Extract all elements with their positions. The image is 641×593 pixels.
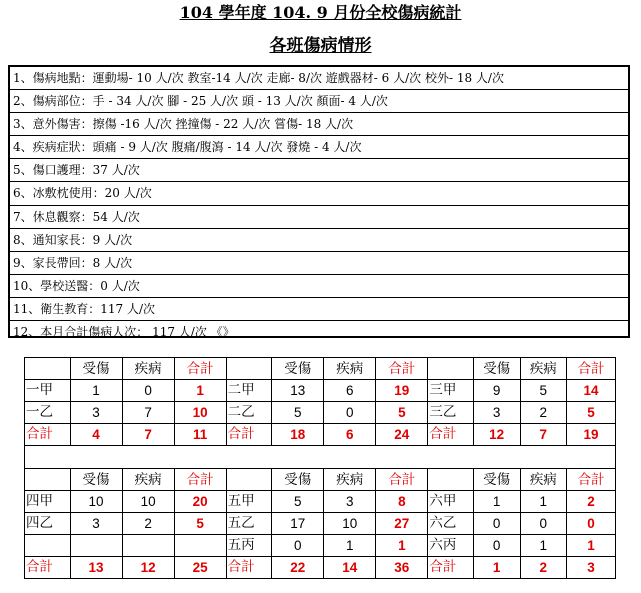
- stat-cell: 5: [520, 380, 567, 402]
- stat-cell: 3: [70, 402, 122, 424]
- class-label: [25, 535, 71, 557]
- stat-cell: 8: [376, 491, 428, 513]
- stat-cell: 5: [272, 402, 324, 424]
- summary-line: 6、冰敷枕使用：20 人/次: [10, 182, 628, 205]
- class-label: 一乙: [25, 402, 71, 424]
- stat-cell: 合計: [376, 469, 428, 491]
- class-label: [226, 358, 272, 380]
- table-row: [25, 469, 616, 491]
- class-label: [25, 358, 71, 380]
- class-label: 六丙: [428, 535, 474, 557]
- table-gap-row: [25, 446, 616, 469]
- stat-cell: 2: [122, 513, 174, 535]
- class-label: 合計: [226, 424, 272, 446]
- stat-cell: 0: [272, 535, 324, 557]
- stat-cell: 1: [520, 535, 567, 557]
- class-label: [226, 469, 272, 491]
- stat-cell: 疾病: [520, 358, 567, 380]
- stat-cell: 13: [70, 557, 122, 579]
- stat-cell: 10: [70, 491, 122, 513]
- summary-box: [8, 65, 630, 338]
- class-label: 二甲: [226, 380, 272, 402]
- stat-cell: 4: [70, 424, 122, 446]
- class-label: [25, 469, 71, 491]
- stat-cell: 0: [567, 513, 616, 535]
- stat-cell: 合計: [174, 358, 226, 380]
- stat-cell: 合計: [567, 358, 616, 380]
- stat-cell: 9: [473, 380, 520, 402]
- stat-cell: 36: [376, 557, 428, 579]
- stat-cell: 10: [122, 491, 174, 513]
- class-label: 二乙: [226, 402, 272, 424]
- table-row: [25, 402, 616, 424]
- summary-line: 4、疾病症狀：頭痛 - 9 人/次 腹痛/腹瀉 - 14 人/次 發燒 - 4 人/次: [10, 136, 628, 159]
- class-label: 四乙: [25, 513, 71, 535]
- summary-line: 8、通知家長：9 人/次: [10, 229, 628, 252]
- stat-cell: 7: [520, 424, 567, 446]
- stat-cell: 合計: [567, 469, 616, 491]
- stat-cell: 3: [70, 513, 122, 535]
- stat-cell: 受傷: [70, 358, 122, 380]
- table-row: [25, 557, 616, 579]
- stat-cell: 2: [567, 491, 616, 513]
- summary-line: 11、衛生教育：117 人/次: [10, 298, 628, 321]
- stat-cell: 17: [272, 513, 324, 535]
- stat-cell: 19: [376, 380, 428, 402]
- stat-cell: 7: [122, 402, 174, 424]
- table-row: [25, 424, 616, 446]
- class-label: 三乙: [428, 402, 474, 424]
- stat-cell: 1: [324, 535, 376, 557]
- stat-cell: 受傷: [272, 358, 324, 380]
- class-label: 合計: [25, 557, 71, 579]
- gap-cell: [25, 446, 616, 469]
- summary-line: 3、意外傷害：擦傷 -16 人/次 挫撞傷 - 22 人/次 嘗傷- 18 人/次: [10, 113, 628, 136]
- summary-line: 7、休息觀察：54 人/次: [10, 206, 628, 229]
- class-label: 四甲: [25, 491, 71, 513]
- stat-cell: 22: [272, 557, 324, 579]
- class-label: [428, 358, 474, 380]
- table-row: [25, 380, 616, 402]
- summary-line: 1、傷病地點：運動場- 10 人/次 教室-14 人/次 走廊- 8/次 遊戲器材- 6 人/次 校外- 18 人/次: [10, 67, 628, 90]
- stat-cell: 疾病: [324, 469, 376, 491]
- stat-cell: 1: [70, 380, 122, 402]
- stat-cell: 合計: [376, 358, 428, 380]
- stat-cell: 合計: [174, 469, 226, 491]
- stat-cell: 11: [174, 424, 226, 446]
- stat-cell: 疾病: [122, 469, 174, 491]
- stat-cell: 27: [376, 513, 428, 535]
- table-row: [25, 358, 616, 380]
- stat-cell: 3: [567, 557, 616, 579]
- stat-cell: 0: [473, 513, 520, 535]
- stat-cell: 12: [122, 557, 174, 579]
- stat-cell: 6: [324, 424, 376, 446]
- class-label: 五乙: [226, 513, 272, 535]
- stat-cell: 18: [272, 424, 324, 446]
- class-label: 六乙: [428, 513, 474, 535]
- class-label: [428, 469, 474, 491]
- stat-cell: 10: [324, 513, 376, 535]
- stat-cell: 2: [520, 402, 567, 424]
- class-label: 五丙: [226, 535, 272, 557]
- stat-cell: [122, 535, 174, 557]
- stat-cell: 19: [567, 424, 616, 446]
- summary-line: 10、學校送醫：0 人/次: [10, 275, 628, 298]
- stat-cell: 疾病: [520, 469, 567, 491]
- stat-cell: 6: [324, 380, 376, 402]
- stat-cell: 25: [174, 557, 226, 579]
- stat-cell: 13: [272, 380, 324, 402]
- class-label: 一甲: [25, 380, 71, 402]
- class-label: 合計: [25, 424, 71, 446]
- class-label: 六甲: [428, 491, 474, 513]
- class-label: 合計: [428, 557, 474, 579]
- summary-line: 9、家長帶回：8 人/次: [10, 252, 628, 275]
- stat-cell: 1: [567, 535, 616, 557]
- stat-cell: 10: [174, 402, 226, 424]
- summary-line: 5、傷口護理：37 人/次: [10, 159, 628, 182]
- stat-cell: 20: [174, 491, 226, 513]
- stat-cell: [70, 535, 122, 557]
- class-stats-table: [24, 357, 616, 579]
- page-subtitle: 各班傷病情形: [269, 36, 372, 56]
- class-label: 五甲: [226, 491, 272, 513]
- stat-cell: 疾病: [324, 358, 376, 380]
- stat-cell: 5: [567, 402, 616, 424]
- stat-cell: 受傷: [70, 469, 122, 491]
- stat-cell: 1: [520, 491, 567, 513]
- stat-cell: 1: [174, 380, 226, 402]
- stat-cell: 14: [324, 557, 376, 579]
- stat-cell: 1: [473, 491, 520, 513]
- stat-cell: 受傷: [272, 469, 324, 491]
- stat-cell: 24: [376, 424, 428, 446]
- table-row: [25, 491, 616, 513]
- stat-cell: 0: [324, 402, 376, 424]
- stat-cell: 3: [324, 491, 376, 513]
- stat-cell: 0: [122, 380, 174, 402]
- class-label: 合計: [428, 424, 474, 446]
- stat-cell: 1: [473, 557, 520, 579]
- class-label: 合計: [226, 557, 272, 579]
- summary-line: 2、傷病部位：手 - 34 人/次 腳 - 25 人/次 頭 - 13 人/次 顏面- 4 人/次: [10, 90, 628, 113]
- stat-cell: 2: [520, 557, 567, 579]
- summary-line: 12、本月合計傷病人次： 117 人/次 《》: [13, 325, 235, 340]
- stat-cell: 0: [520, 513, 567, 535]
- stat-cell: 1: [376, 535, 428, 557]
- stat-cell: 14: [567, 380, 616, 402]
- stat-cell: 5: [174, 513, 226, 535]
- stat-cell: 5: [376, 402, 428, 424]
- stat-cell: [174, 535, 226, 557]
- stat-cell: 疾病: [122, 358, 174, 380]
- table-row: [25, 535, 616, 557]
- stat-cell: 7: [122, 424, 174, 446]
- stat-cell: 3: [473, 402, 520, 424]
- stat-cell: 12: [473, 424, 520, 446]
- stat-cell: 受傷: [473, 469, 520, 491]
- class-label: 三甲: [428, 380, 474, 402]
- stat-cell: 5: [272, 491, 324, 513]
- stat-cell: 0: [473, 535, 520, 557]
- stat-cell: 受傷: [473, 358, 520, 380]
- table-row: [25, 513, 616, 535]
- page-title: 104 學年度 104. 9 月份全校傷病統計: [179, 3, 462, 22]
